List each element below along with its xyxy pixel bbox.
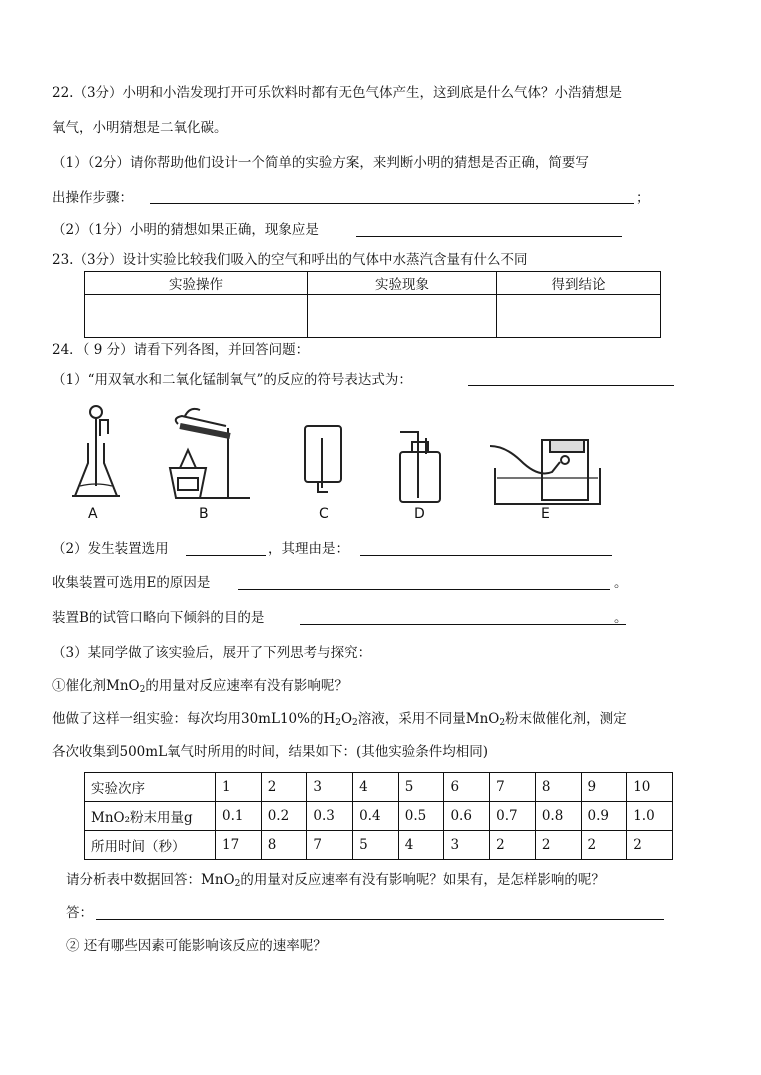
period-2: 。 [614, 610, 628, 626]
apparatus-e-icon [490, 440, 600, 504]
q24-question-b: ② 还有哪些因素可能影响该反应的速率呢？ [66, 938, 327, 954]
table-cell: 5 [353, 831, 399, 860]
table-cell: 0.3 [307, 802, 353, 831]
q24-part2-device: （2）发生装置选用 [52, 541, 169, 557]
row-label-time: 所用时间（秒） [85, 831, 216, 860]
table-cell: 4 [353, 773, 399, 802]
table-cell: 0.7 [490, 802, 536, 831]
table-cell: 5 [398, 773, 444, 802]
apparatus-d-icon [400, 432, 440, 502]
table-cell: 4 [398, 831, 444, 860]
answer-blank-analysis[interactable] [96, 919, 664, 920]
answer-blank-device[interactable] [186, 555, 266, 556]
table-cell: 10 [627, 773, 673, 802]
table-cell: 0.1 [216, 802, 262, 831]
answer-blank-q22-2[interactable] [356, 236, 622, 237]
q24-desc-line1: 他做了这样一组实验：每次均用30mL10%的$H_2O_2$溶液，采用不同量MnO$_2$粉末做催化剂，测定 [52, 711, 627, 728]
table-cell: 0.4 [353, 802, 399, 831]
mno2-data-table [84, 772, 673, 860]
q24-analysis-prompt: 请分析表中数据回答：MnO$_2$的用量对反应速率有没有影响呢？如果有，是怎样影响的呢？ [66, 872, 605, 889]
q23-title: 23.（3分）设计实验比较我们吸入的空气和呼出的气体中水蒸汽含量有什么不同 [52, 252, 528, 268]
table-cell: 0.9 [581, 802, 627, 831]
table-row [85, 802, 673, 831]
q23-cell-phenomenon[interactable] [308, 295, 497, 338]
answer-blank-reason[interactable] [360, 555, 612, 556]
q22-part1-line1: （1）（2分）请你帮助他们设计一个简单的实验方案，来判断小明的猜想是否正确，简要写 [52, 155, 589, 171]
table-cell: 2 [261, 773, 307, 802]
q22-line2: 氧气，小明猜想是二氧化碳。 [52, 120, 228, 136]
apparatus-figures [60, 398, 660, 524]
q24-part2-collect: 收集装置可选用E的原因是 [52, 575, 211, 591]
q22-part1-line2: 出操作步骤： [52, 190, 133, 206]
q24-part3: （3）某同学做了该实验后，展开了下列思考与探究： [52, 645, 372, 661]
table-cell: 0.2 [261, 802, 307, 831]
answer-blank-collect[interactable] [238, 589, 610, 590]
answer-blank-tilt[interactable] [300, 624, 626, 625]
period-1: 。 [614, 575, 628, 591]
apparatus-a-icon [72, 406, 120, 496]
q24-part2-tilt: 装置B的试管口略向下倾斜的目的是 [52, 610, 265, 626]
row-label-trial: 实验次序 [85, 773, 216, 802]
figure-label-b: B [199, 506, 209, 522]
table-cell: 8 [261, 831, 307, 860]
answer-blank-q22-1[interactable] [150, 203, 634, 204]
table-cell: 2 [627, 831, 673, 860]
table-cell: 8 [535, 773, 581, 802]
q24-part1: （1）“用双氧水和二氧化锰制氧气”的反应的符号表达式为： [52, 372, 412, 388]
table-row [85, 831, 673, 860]
row-label-amount: MnO₂粉末用量g [85, 802, 216, 831]
table-cell: 0.8 [535, 802, 581, 831]
table-cell: 3 [307, 773, 353, 802]
q23-cell-conclusion[interactable] [497, 295, 661, 338]
table-cell: 3 [444, 831, 490, 860]
table-cell: 7 [307, 831, 353, 860]
q22-part1-end: ； [636, 190, 650, 206]
table-cell: 1.0 [627, 802, 673, 831]
q23-header-conclusion: 得到结论 [497, 272, 661, 295]
table-cell: 6 [444, 773, 490, 802]
q23-cell-operation[interactable] [85, 295, 308, 338]
q24-title: 24．（ 9 分）请看下列各图，并回答问题： [52, 342, 310, 358]
answer-blank-q24-1[interactable] [468, 385, 674, 386]
figure-label-c: C [319, 506, 329, 522]
q23-header-phenomenon: 实验现象 [308, 272, 497, 295]
q24-question-a: ①催化剂MnO$_2$的用量对反应速率有没有影响呢？ [52, 678, 348, 695]
table-row [85, 773, 673, 802]
figure-label-a: A [88, 506, 98, 522]
q22-line1: 22.（3分）小明和小浩发现打开可乐饮料时都有无色气体产生，这到底是什么气体？小浩猜想是 [52, 85, 623, 101]
table-cell: 7 [490, 773, 536, 802]
table-cell: 2 [535, 831, 581, 860]
q22-part2: （2）（1分）小明的猜想如果正确，现象应是 [52, 222, 319, 238]
figure-label-d: D [414, 506, 425, 522]
figure-label-e: E [541, 506, 550, 522]
table-cell: 9 [581, 773, 627, 802]
table-cell: 0.6 [444, 802, 490, 831]
table-cell: 17 [216, 831, 262, 860]
q23-table [84, 271, 661, 338]
q24-part2-reason-label: ，其理由是： [268, 541, 349, 557]
q24-desc-line2: 各次收集到500mL氧气时所用的时间，结果如下：(其他实验条件均相同) [52, 744, 489, 760]
apparatus-c-icon [305, 426, 341, 492]
q23-header-operation: 实验操作 [85, 272, 308, 295]
apparatus-b-icon [170, 409, 250, 498]
q24-answer-label: 答： [66, 905, 93, 921]
table-cell: 0.5 [398, 802, 444, 831]
table-cell: 2 [581, 831, 627, 860]
table-cell: 2 [490, 831, 536, 860]
table-cell: 1 [216, 773, 262, 802]
